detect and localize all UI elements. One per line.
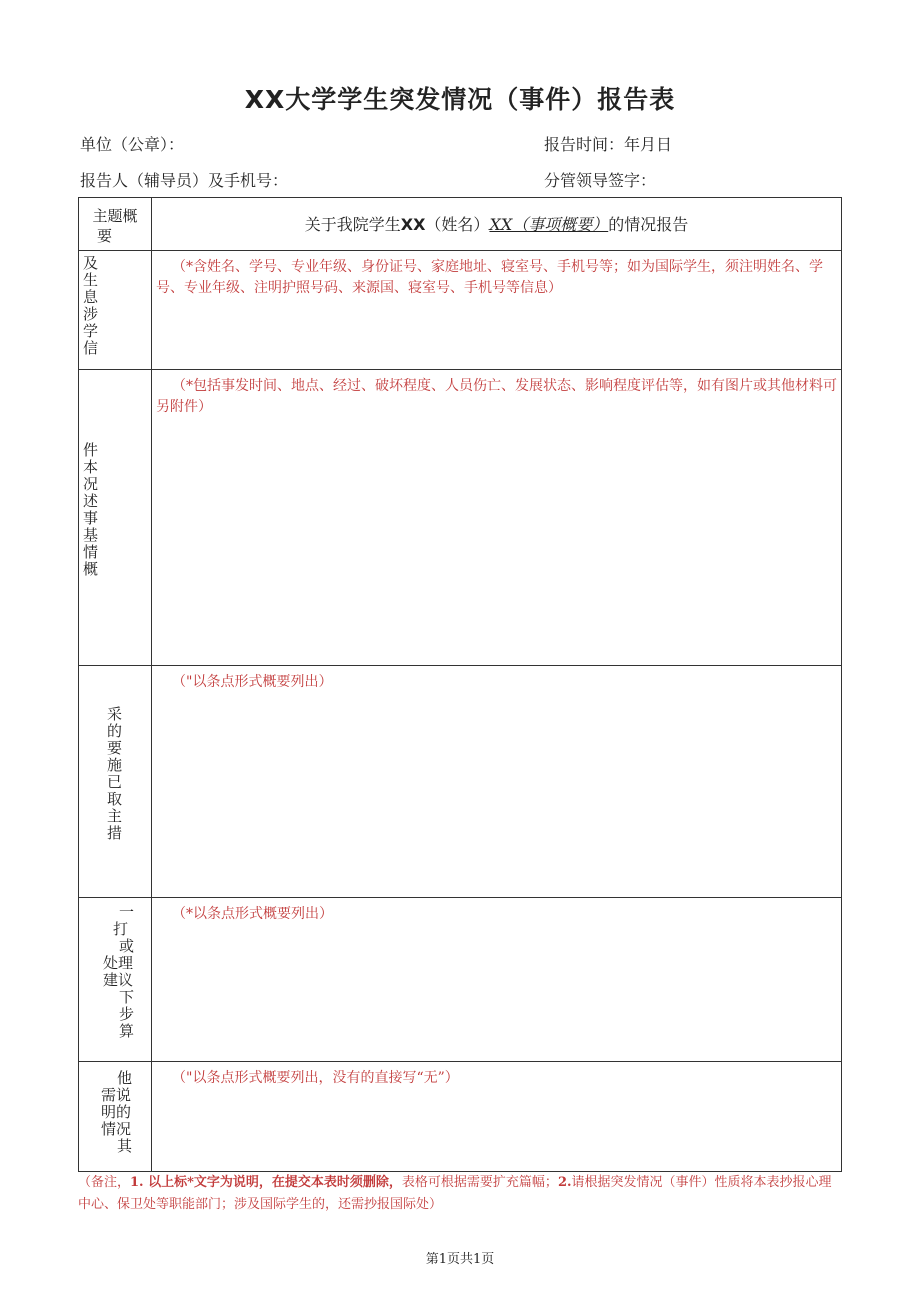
report-form-table xyxy=(78,197,842,1172)
reporter-field: 报告人（辅导员）及手机号： xyxy=(80,171,289,190)
next-label-char: 打 xyxy=(113,920,129,938)
measures-row xyxy=(79,666,842,898)
event-row xyxy=(79,370,842,666)
note-bold-part: 1. 以上标*文字为说明，在提交本表时须删除， xyxy=(130,1175,402,1190)
student-info-row xyxy=(79,251,842,370)
student-label-char: 生 xyxy=(83,271,99,289)
measures-label-char: 已 xyxy=(107,773,123,791)
event-hint: （*包括事发时间、地点、经过、破坏程度、人员伤亡、发展状态、影响程度评估等，如有图片或其他材料可另附件） xyxy=(156,378,837,415)
event-label-char: 概 xyxy=(83,560,99,578)
other-label-char: 他 xyxy=(117,1069,133,1087)
student-info-hint: （*含姓名、学号、专业年级、身份证号、家庭地址、寝室号、手机号等；如为国际学生，须注明姓名、学号、专业年级、注明护照号码、来源国、寝室号、手机号等信息） xyxy=(156,259,823,296)
subject-cell[interactable] xyxy=(152,198,842,251)
next-label-char: 算 xyxy=(119,1022,135,1040)
event-label-char: 基 xyxy=(83,526,99,544)
other-hint: （"以条点形式概要列出，没有的直接写“无”） xyxy=(172,1070,459,1086)
measures-label-char: 取 xyxy=(107,790,123,808)
student-label-char: 涉 xyxy=(83,305,99,323)
note-part: 表格可根据需要扩充篇幅； xyxy=(401,1175,558,1190)
remarks-note xyxy=(78,1172,842,1216)
other-row xyxy=(79,1062,842,1172)
next-label-char: 下 xyxy=(119,988,135,1006)
next-steps-row xyxy=(79,898,842,1062)
note-bold-part: 2. xyxy=(557,1175,572,1190)
page-footer: 第1页共1页 xyxy=(425,1252,495,1267)
measures-label-char: 措 xyxy=(107,824,123,842)
other-label-char: 情况 xyxy=(101,1120,132,1138)
subject-prefix: 关于我院学生 xyxy=(304,215,401,234)
other-label xyxy=(79,1062,152,1172)
note-part: 请根据突发情况（事件）性质将本表抄报心理中心、保卫处等职能部门；涉及国际学生的，还需抄报国际处） xyxy=(78,1175,832,1212)
event-label xyxy=(79,370,152,666)
unit-field: 单位（公章）： xyxy=(80,135,185,154)
subject-suffix: 的情况报告 xyxy=(608,215,689,234)
next-steps-hint: （*以条点形式概要列出） xyxy=(172,906,333,922)
subject-name-hint: （姓名） xyxy=(425,215,490,234)
event-label-char: 本 xyxy=(83,458,99,476)
measures-label xyxy=(79,666,152,898)
measures-label-char: 施 xyxy=(107,756,123,774)
measures-label-char: 的 xyxy=(107,722,123,740)
student-label-char: 信 xyxy=(83,339,99,357)
student-label-char: 息 xyxy=(83,288,99,306)
next-label-char: 处理 xyxy=(103,954,134,972)
note-part: （备注， xyxy=(78,1175,131,1190)
next-label-char: 建议 xyxy=(103,971,134,989)
event-label-char: 件 xyxy=(83,441,99,459)
measures-hint: （"以条点形式概要列出） xyxy=(172,674,333,690)
next-steps-label xyxy=(79,898,152,1062)
subject-summary-hint: XX（事项概要） xyxy=(489,215,609,234)
next-steps-cell[interactable] xyxy=(152,898,842,1062)
next-label-char: 步 xyxy=(119,1005,135,1023)
other-label-char: 明的 xyxy=(101,1103,132,1121)
next-label-char: 或 xyxy=(119,937,135,955)
measures-label-char: 采 xyxy=(107,705,123,723)
measures-cell[interactable] xyxy=(152,666,842,898)
measures-label-char: 要 xyxy=(107,739,123,757)
event-label-char: 事 xyxy=(83,509,99,527)
subject-label-line-1: 主题概 xyxy=(92,207,138,225)
event-label-char: 况 xyxy=(83,475,99,493)
next-label-char: 一 xyxy=(119,903,135,921)
student-info-cell[interactable] xyxy=(152,251,842,370)
subject-label xyxy=(79,198,152,251)
other-label-char: 需说 xyxy=(101,1086,132,1104)
subject-label-line-2: 要 xyxy=(97,227,113,245)
leader-sign-field: 分管领导签字： xyxy=(544,171,657,190)
page-title: XX大学学生突发情况（事件）报告表 xyxy=(244,85,676,114)
other-cell[interactable] xyxy=(152,1062,842,1172)
student-label-char: 学 xyxy=(83,322,99,340)
report-time-field: 报告时间：年月日 xyxy=(544,135,673,154)
measures-label-char: 主 xyxy=(107,807,123,825)
subject-row xyxy=(79,198,842,251)
student-info-label xyxy=(79,251,152,370)
event-cell[interactable] xyxy=(152,370,842,666)
event-label-char: 述 xyxy=(83,492,99,510)
subject-xx-name: XX xyxy=(400,215,426,234)
other-label-char: 其 xyxy=(117,1137,133,1155)
student-label-char: 及 xyxy=(83,254,99,272)
event-label-char: 情 xyxy=(83,543,99,561)
